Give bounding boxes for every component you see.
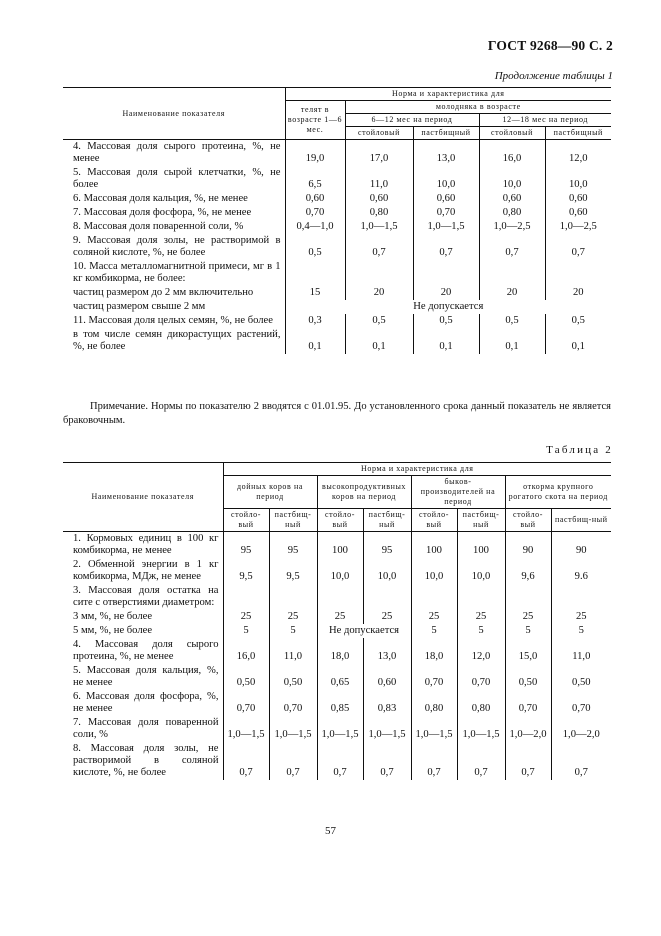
table-row <box>63 664 611 690</box>
t2-cell: 0,50 <box>269 664 317 690</box>
t1-cell: 6,5 <box>285 166 345 192</box>
t2-cell: 1,0—2,0 <box>562 729 600 740</box>
table-row <box>63 300 611 314</box>
t2-cell: 25 <box>363 610 411 624</box>
t1-row-label: 7. Массовая доля фосфора, %, не менее <box>63 206 285 220</box>
t1-cell: 16,0 <box>479 140 545 167</box>
t2-cell: 0,50 <box>505 664 551 690</box>
t1-cell: 13,0 <box>413 140 479 167</box>
t1-cell: 0,60 <box>345 192 413 206</box>
t2-row-label: 3. Массовая доля остатка на сите с отверстиями диаметром: <box>63 584 223 610</box>
t1-cell: 17,0 <box>345 140 413 167</box>
t2-cell: 10,0 <box>411 558 457 584</box>
table-row <box>63 584 611 610</box>
t2-header-stall: стойло-вый <box>505 509 551 532</box>
table-row <box>63 206 611 220</box>
t1-cell: 0,1 <box>479 328 545 354</box>
t2-cell: 5 <box>269 624 317 638</box>
t1-cell: 0,60 <box>569 207 588 218</box>
t2-cell: 25 <box>411 610 457 624</box>
t2-cell: 0,70 <box>572 703 591 714</box>
t1-row-label: 5. Массовая доля сырой клетчатки, %, не более <box>63 166 285 192</box>
t1-cell: 15 <box>285 286 345 300</box>
t1-cell: 10,0 <box>569 179 588 190</box>
t2-header-name: Наименование показателя <box>63 463 223 532</box>
t2-header-stall: стойло-вый <box>411 509 457 532</box>
t2-cell: 0,80 <box>411 690 457 716</box>
t2-cell: 95 <box>363 532 411 559</box>
t2-cell: 12,0 <box>457 638 505 664</box>
t1-cell: 0,60 <box>479 192 545 206</box>
t1-row-label: частиц размером до 2 мм включительно <box>63 286 285 300</box>
t2-cell: 5 <box>411 624 457 638</box>
t2-cell: 15,0 <box>505 638 551 664</box>
t1-merged-cell: Не допускается <box>413 301 484 312</box>
table-row <box>63 234 611 260</box>
t1-cell: 0,7 <box>413 234 479 260</box>
t2-cell: 90 <box>576 545 587 556</box>
t2-cell: 1,0—1,5 <box>223 716 269 742</box>
t2-cell: 0,7 <box>269 742 317 780</box>
table-row <box>63 610 611 624</box>
t1-cell: 10,0 <box>413 166 479 192</box>
t2-row-label: 3 мм, %, не более <box>63 610 223 624</box>
t1-cell: 11,0 <box>345 166 413 192</box>
t2-header-group: откорма крупного рогатого скота на период <box>505 476 611 509</box>
t1-header-young: молодняка в возрасте <box>345 101 611 114</box>
table-row <box>63 532 611 559</box>
table-continuation-label: Продолжение таблицы 1 <box>494 70 613 82</box>
t2-cell: 5 <box>505 624 551 638</box>
t2-cell: 9.6 <box>574 571 588 582</box>
t2-cell: 0,70 <box>505 690 551 716</box>
t1-cell: 0,5 <box>413 314 479 328</box>
table-row <box>63 314 611 328</box>
table-row <box>63 220 611 234</box>
t2-header-group: дойных коров на период <box>223 476 317 509</box>
t1-cell: 0,3 <box>285 314 345 328</box>
t1-row-label: 11. Массовая доля целых семян, %, не более <box>63 314 285 328</box>
t1-cell: 0,80 <box>345 206 413 220</box>
t2-cell: 5 <box>223 624 269 638</box>
t1-cell: 0,60 <box>285 192 345 206</box>
t1-cell: 0,5 <box>479 314 545 328</box>
t1-header-stall: стойловый <box>479 127 545 140</box>
t2-row-label: 6. Массовая доля фосфора, %, не менее <box>63 690 223 716</box>
t2-cell: 11,0 <box>572 651 591 662</box>
t2-merged-cell: Не допускается <box>317 624 411 638</box>
t2-cell: 0,60 <box>363 664 411 690</box>
document-header: ГОСТ 9268—90 С. 2 <box>487 38 613 53</box>
t2-row-label: 1. Кормовых единиц в 100 кг комбикорма, не менее <box>63 532 223 559</box>
table-row <box>63 558 611 584</box>
t1-cell: 0,70 <box>285 206 345 220</box>
t2-cell: 1,0—1,5 <box>363 716 411 742</box>
t2-cell: 0,7 <box>411 742 457 780</box>
t2-cell: 0,7 <box>317 742 363 780</box>
t1-cell: 0,7 <box>479 234 545 260</box>
table-2-caption: Таблица 2 <box>546 444 613 456</box>
t2-cell: 100 <box>317 532 363 559</box>
t2-cell: 18,0 <box>317 638 363 664</box>
t2-cell: 5 <box>578 625 584 636</box>
t1-header-period-2: 12—18 мес на период <box>479 114 611 127</box>
t2-row-label: 5 мм, %, не более <box>63 624 223 638</box>
t2-cell: 0,7 <box>223 742 269 780</box>
t2-cell: 0,50 <box>223 664 269 690</box>
t1-cell: 0,60 <box>569 193 588 204</box>
t1-row-label: 9. Массовая доля золы, не растворимой в соляной кислоте, %, не более <box>63 234 285 260</box>
t2-cell: 9,5 <box>223 558 269 584</box>
t2-cell: 1,0—1,5 <box>317 716 363 742</box>
table-note: Примечание. Нормы по показателю 2 вводятся с 01.01.95. До установленного срока данный показатель не является браковочным. <box>63 401 611 426</box>
t2-header-pasture: пастбищ-ный <box>363 509 411 532</box>
t2-header-pasture: пастбищ-ный <box>551 509 611 532</box>
t2-cell: 18,0 <box>411 638 457 664</box>
t2-cell: 10,0 <box>457 558 505 584</box>
t1-cell: 19,0 <box>285 140 345 167</box>
table-row <box>63 140 611 167</box>
table-row <box>63 286 611 300</box>
table-row <box>63 166 611 192</box>
t2-header-group: высокопродуктивных коров на период <box>317 476 411 509</box>
t2-cell: 9,6 <box>505 558 551 584</box>
t1-cell: 12,0 <box>569 153 588 164</box>
t2-cell: 13,0 <box>363 638 411 664</box>
t2-cell: 25 <box>457 610 505 624</box>
table-row <box>63 638 611 664</box>
t1-header-period-1: 6—12 мес на период <box>345 114 479 127</box>
t2-cell: 90 <box>505 532 551 559</box>
t1-row-label: в том числе семян дикорастущих растений, %, не более <box>63 328 285 354</box>
t2-header-stall: стойло-вый <box>317 509 363 532</box>
t2-cell: 5 <box>457 624 505 638</box>
t1-cell: 1,0—2,5 <box>559 221 597 232</box>
page-number: 57 <box>325 825 336 837</box>
t1-cell: 0,7 <box>571 247 585 258</box>
t1-header-name: Наименование показателя <box>63 88 285 140</box>
t1-cell: 20 <box>345 286 413 300</box>
t1-cell: 10,0 <box>479 166 545 192</box>
t2-cell: 10,0 <box>317 558 363 584</box>
t1-cell: 0,1 <box>285 328 345 354</box>
t2-cell: 25 <box>223 610 269 624</box>
t2-row-label: 8. Массовая доля золы, не растворимой в соляной кислоте, %, не более <box>63 742 223 780</box>
t2-cell: 10,0 <box>363 558 411 584</box>
t2-cell: 0,7 <box>457 742 505 780</box>
table-row <box>63 260 611 286</box>
t2-cell: 100 <box>411 532 457 559</box>
table-row <box>63 328 611 354</box>
t1-cell: 0,1 <box>571 341 585 352</box>
t1-cell: 0,60 <box>413 192 479 206</box>
t2-cell: 0,83 <box>363 690 411 716</box>
table-row <box>63 624 611 638</box>
t2-cell: 0,70 <box>269 690 317 716</box>
t2-cell: 11,0 <box>269 638 317 664</box>
t2-header-norm: Норма и характеристика для <box>223 463 611 476</box>
t2-cell: 25 <box>317 610 363 624</box>
t2-cell: 0,7 <box>363 742 411 780</box>
t2-row-label: 5. Массовая доля кальция, %, не менее <box>63 664 223 690</box>
t2-row-label: 2. Обменной энергии в 1 кг комбикорма, МДж, не менее <box>63 558 223 584</box>
t2-cell: 1,0—2,0 <box>505 716 551 742</box>
t1-cell: 20 <box>572 287 584 298</box>
t1-header-calves: телят в возрасте 1—6 мес. <box>285 101 345 140</box>
t2-cell: 0,70 <box>457 664 505 690</box>
t1-cell: 20 <box>413 286 479 300</box>
table-1 <box>63 87 611 354</box>
t1-cell: 0,80 <box>479 206 545 220</box>
t1-cell: 0,5 <box>285 234 345 260</box>
table-row <box>63 742 611 780</box>
t1-cell: 1,0—2,5 <box>479 220 545 234</box>
t2-cell: 0,70 <box>223 690 269 716</box>
t1-header-pasture: пастбищный <box>545 127 611 140</box>
t1-cell: 1,0—1,5 <box>345 220 413 234</box>
t1-header-pasture: пастбищный <box>413 127 479 140</box>
t2-cell: 0,65 <box>317 664 363 690</box>
t2-header-stall: стойло-вый <box>223 509 269 532</box>
t1-row-label: 8. Массовая доля поваренной соли, % <box>63 220 285 234</box>
table-row <box>63 690 611 716</box>
t2-cell: 100 <box>457 532 505 559</box>
t2-cell: 0,85 <box>317 690 363 716</box>
t2-header-group: быков-производителей на период <box>411 476 505 509</box>
t1-header-stall: стойловый <box>345 127 413 140</box>
t2-cell: 0,70 <box>411 664 457 690</box>
t2-cell: 0,7 <box>505 742 551 780</box>
t2-cell: 1,0—1,5 <box>411 716 457 742</box>
table-row <box>63 716 611 742</box>
t1-row-label: частиц размером свыше 2 мм <box>63 300 285 314</box>
t2-cell: 1,0—1,5 <box>457 716 505 742</box>
t1-cell: 20 <box>479 286 545 300</box>
t1-row-label: 6. Массовая доля кальция, %, не менее <box>63 192 285 206</box>
table-2 <box>63 462 611 780</box>
t2-cell: 25 <box>576 611 587 622</box>
t1-cell: 0,5 <box>345 314 413 328</box>
t2-cell: 25 <box>505 610 551 624</box>
t1-cell: 1,0—1,5 <box>413 220 479 234</box>
t2-row-label: 4. Массовая доля сырого протеина, %, не менее <box>63 638 223 664</box>
table-row <box>63 192 611 206</box>
t1-row-label: 10. Масса металломагнитной примеси, мг в 1 кг комбикорма, не более: <box>63 260 285 286</box>
t2-header-pasture: пастбищ-ный <box>269 509 317 532</box>
t2-cell: 95 <box>269 532 317 559</box>
t2-cell: 9,5 <box>269 558 317 584</box>
t1-cell: 0,1 <box>345 328 413 354</box>
t2-row-label: 7. Массовая доля поваренной соли, % <box>63 716 223 742</box>
t1-cell: 0,5 <box>571 315 585 326</box>
t2-cell: 0,50 <box>572 677 591 688</box>
t1-cell: 0,70 <box>413 206 479 220</box>
t1-row-label: 4. Массовая доля сырого протеина, %, не менее <box>63 140 285 167</box>
t2-cell: 95 <box>223 532 269 559</box>
t2-header-pasture: пастбищ-ный <box>457 509 505 532</box>
t1-cell: 0,7 <box>345 234 413 260</box>
t2-cell: 0,80 <box>457 690 505 716</box>
t1-cell: 0,4—1,0 <box>285 220 345 234</box>
t2-cell: 25 <box>269 610 317 624</box>
t1-header-norm: Норма и характеристика для <box>285 88 611 101</box>
t2-cell: 16,0 <box>223 638 269 664</box>
t2-cell: 0,7 <box>574 767 588 778</box>
t2-cell: 1,0—1,5 <box>269 716 317 742</box>
t1-cell: 0,1 <box>413 328 479 354</box>
